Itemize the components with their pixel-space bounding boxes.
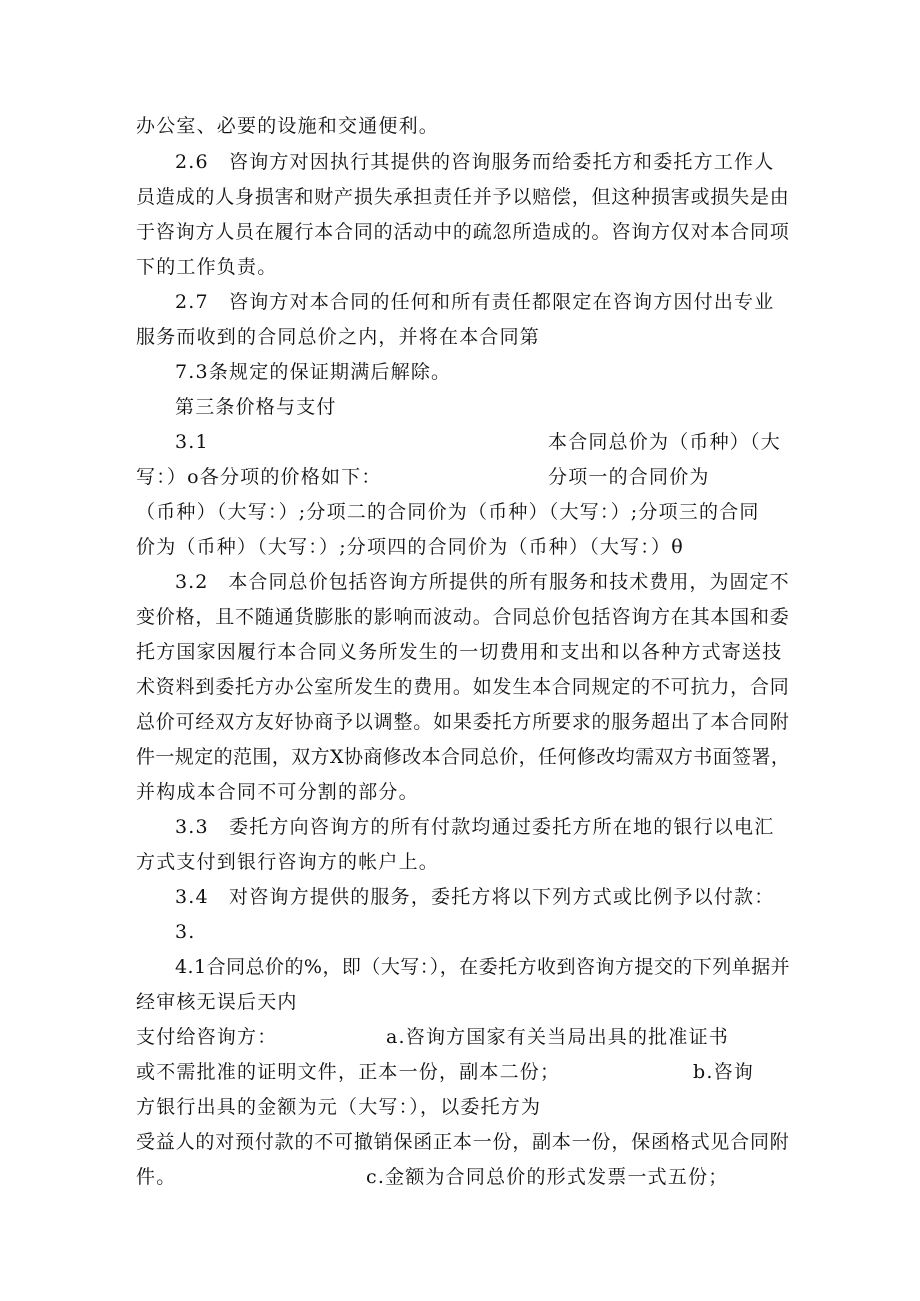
paragraph-line: 服务而收到的合同总价之内，并将在本合同第	[136, 326, 541, 348]
item-a: a.咨询方国家有关当局出具的批准证书	[386, 1026, 729, 1048]
item-b: b.咨询	[693, 1061, 755, 1083]
paragraph-line: 受益人的对预付款的不可撤销保函正本一份，副本一份，保函格式见合同附	[136, 1131, 790, 1153]
paragraph-line: 方银行出具的金额为元（大写：），以委托方为	[136, 1096, 542, 1118]
paragraph-line: 变价格，且不随通货膨胀的影响而波动。合同总价包括咨询方在其本国和委	[136, 606, 790, 628]
clause-3-1-text: 本合同总价为（币种）（大	[548, 431, 781, 453]
paragraph-line: 于咨询方人员在履行本合同的活动中的疏忽所造成的。咨询方仅对本合同项	[136, 221, 790, 243]
paragraph-line: 或不需批准的证明文件，正本一份，副本二份；	[136, 1061, 561, 1083]
paragraph-line: 员造成的人身损害和财产损失承担责任并予以赔偿，但这种损害或损失是由	[136, 186, 790, 208]
clause-3-3: 3.3 委托方向咨询方的所有付款均通过委托方所在地的银行以电汇	[175, 816, 775, 838]
clause-3-2: 3.2 本合同总价包括咨询方所提供的所有服务和技术费用，为固定不	[175, 571, 790, 593]
clause-2-7: 2.7 咨询方对本合同的任何和所有责任都限定在咨询方因付出专业	[175, 291, 775, 313]
paragraph-line: 并构成本合同不可分割的部分。	[136, 781, 419, 803]
paragraph-line: 写：）o各分项的价格如下：	[136, 466, 382, 488]
item-c: c.金额为合同总价的形式发票一式五份；	[366, 1166, 729, 1188]
paragraph-line: 价为（币种）（大写：）;分项四的合同价为（币种）（大写：）θ	[136, 536, 684, 558]
clause-3-1-number: 3.1	[175, 431, 209, 453]
paragraph-line: 支付给咨询方：	[136, 1026, 278, 1048]
clause-3-4: 3.4 对咨询方提供的服务，委托方将以下列方式或比例予以付款：	[175, 886, 775, 908]
paragraph-line: 总价可经双方友好协商予以调整。如果委托方所要求的服务超出了本合同附	[136, 711, 790, 733]
paragraph-line: （币种）（大写：）;分项二的合同价为（币种）（大写：）;分项三的合同	[136, 501, 760, 523]
paragraph-line: 7.3条规定的保证期满后解除。	[175, 361, 452, 383]
paragraph-line: 托方国家因履行本合同义务所发生的一切费用和支出和以各种方式寄送技	[136, 641, 783, 663]
paragraph-line: 下的工作负责。	[136, 256, 278, 278]
clause-4-1: 4.1合同总价的%，即（大写：），在委托方收到咨询方提交的下列单据并	[175, 956, 791, 978]
paragraph-line: 经审核无误后天内	[136, 991, 298, 1013]
paragraph-line: 术资料到委托方办公室所发生的费用。如发生本合同规定的不可抗力，合同	[136, 676, 790, 698]
clause-number: 3.	[175, 921, 196, 943]
paragraph-line: 方式支付到银行咨询方的帐户上。	[136, 851, 440, 873]
section-heading: 第三条价格与支付	[175, 396, 337, 418]
paragraph-line: 办公室、必要的设施和交通便利。	[136, 115, 440, 137]
paragraph-line: 件。	[136, 1166, 177, 1188]
clause-2-6: 2.6 咨询方对因执行其提供的咨询服务而给委托方和委托方工作人	[175, 151, 775, 173]
paragraph-line: 分项一的合同价为	[548, 466, 710, 488]
paragraph-line: 件一规定的范围，双方X协商修改本合同总价，任何修改均需双方书面签署，	[136, 746, 791, 768]
